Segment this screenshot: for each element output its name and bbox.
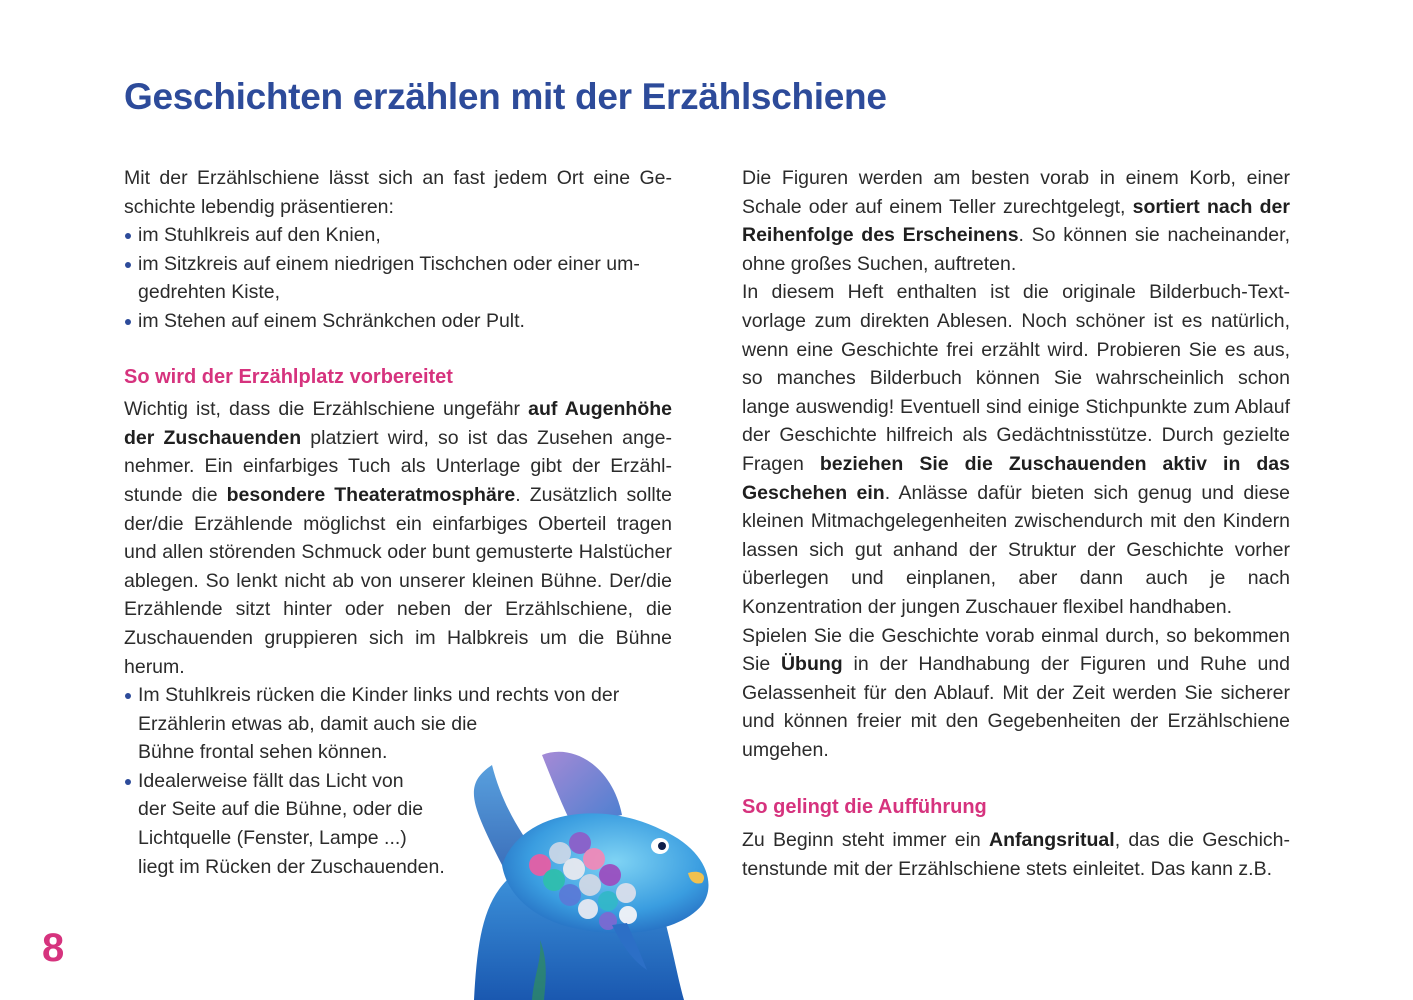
- page-number: 8: [42, 926, 65, 970]
- bold-text: sortiert nach der Reihenfolge des Erscheinens: [742, 195, 1290, 247]
- text-run: . Zusätzlich sollte der/die Erzählende möglichst ein einfarbiges Oberteil tragen und allen störenden Schmuck oder bunt gemusterte Halstücher ablegen. So lenkt nicht ab von unserer kleinen Bühne. Der/die Erzählende sitzt hinter oder neben der Erzählschiene, die Zuschauenden gruppieren sich im Halbkreis um die Bühne herum.: [124, 483, 673, 678]
- text-run: Wichtig ist, dass die Erzählschiene ungefähr: [124, 398, 529, 421]
- bold-text: besondere Theateratmosphäre: [226, 483, 516, 506]
- line: Bühne frontal sehen können.: [138, 741, 388, 764]
- section-heading-preparation: So wird der Erzählplatz vorbereitet: [124, 365, 453, 388]
- line: Idealerweise fällt das Licht von: [138, 769, 404, 792]
- line: Im Stuhlkreis rücken die Kinder links und rechts von der: [138, 684, 620, 707]
- text-run: Zu Beginn steht immer ein: [742, 829, 989, 852]
- text-run: Die Figuren werden am besten vorab in einem Korb, einer Schale oder auf einem Teller zurechtgelegt,: [742, 167, 1290, 218]
- bold-text: beziehen Sie die Zuschauenden aktiv in das Geschehen ein: [742, 452, 1291, 504]
- text-run: , das die Geschichtenstunde mit der Erzählschiene stets einleitet. Das kann z.B.: [742, 829, 1290, 880]
- pupil: [658, 842, 666, 850]
- line: Lichtquelle (Fenster, Lampe ...): [138, 827, 407, 850]
- rainbow-fish-illustration: [462, 745, 722, 1000]
- page-title: Geschichten erzählen mit der Erzählschiene: [124, 76, 887, 117]
- line: Erzählerin etwas ab, damit auch sie die: [138, 712, 478, 735]
- rehearsal-paragraph: [742, 622, 1290, 765]
- list-item: im Sitzkreis auf einem niedrigen Tischchen oder einer umgedrehten Kiste,: [124, 250, 672, 307]
- bold-text: Übung: [780, 653, 843, 676]
- bold-text: auf Augenhöhe der Zuschauenden: [124, 398, 673, 449]
- preparation-paragraph: [124, 395, 672, 681]
- section-heading-performance: So gelingt die Aufführung: [742, 796, 987, 819]
- bold-text: Anfangsritual: [989, 829, 1115, 852]
- line: der Seite auf die Bühne, oder die: [138, 798, 424, 821]
- line: liegt im Rücken der Zuschauenden.: [138, 855, 445, 878]
- text-run: . So können sie nacheinander, ohne großes Suchen, auftreten.: [742, 224, 1290, 275]
- right-column: [742, 164, 1290, 883]
- storytelling-paragraph: [742, 278, 1290, 621]
- text-run: In diesem Heft enthalten ist die originale Bilderbuch-Textvorlage zum direkten Ablesen. Noch schöner ist es natürlich, wenn eine Geschichte frei erzählt wird. Probieren Sie es aus, so manches Bilderbuch können Sie wahrscheinlich schon lange auswendig! Eventuell sind einige Stichpunkte zum Ablauf der Geschichte hilfreich als Gedächtnisstütze. Durch gezielte Fragen: [742, 281, 1290, 475]
- text-run: Spielen Sie die Geschichte vorab einmal durch, so bekommen Sie: [742, 624, 1290, 676]
- figures-paragraph: [742, 164, 1290, 278]
- text-run: in der Handhabung der Figuren und Ruhe und Gelassenheit für den Ablauf. Mit der Zeit werden Sie sicherer und können freier mit den Gegebenheiten der Erzählschiene umgehen.: [742, 653, 1290, 761]
- text-run: platziert wird, so ist das Zusehen angenehmer. Ein einfarbiges Tuch als Unterlage gibt der Erzählstunde die: [124, 426, 672, 506]
- places-list: [124, 221, 672, 335]
- ritual-paragraph: [742, 826, 1290, 883]
- intro-paragraph: Mit der Erzählschiene lässt sich an fast jedem Ort eine Geschichte lebendig präsentieren:: [124, 167, 672, 218]
- list-item: im Stehen auf einem Schränkchen oder Pult.: [124, 307, 672, 336]
- list-item: im Stuhlkreis auf den Knien,: [124, 221, 672, 250]
- text-run: . Anlässe dafür bieten sich genug und diese kleinen Mitmachgelegenheiten zwischendurch mit den Kindern lassen sich gut anhand der Struktur der Geschichte vorher überlegen und einplanen, aber dann auch je nach Konzentration der jungen Zuschauer flexibel handhaben.: [742, 481, 1290, 618]
